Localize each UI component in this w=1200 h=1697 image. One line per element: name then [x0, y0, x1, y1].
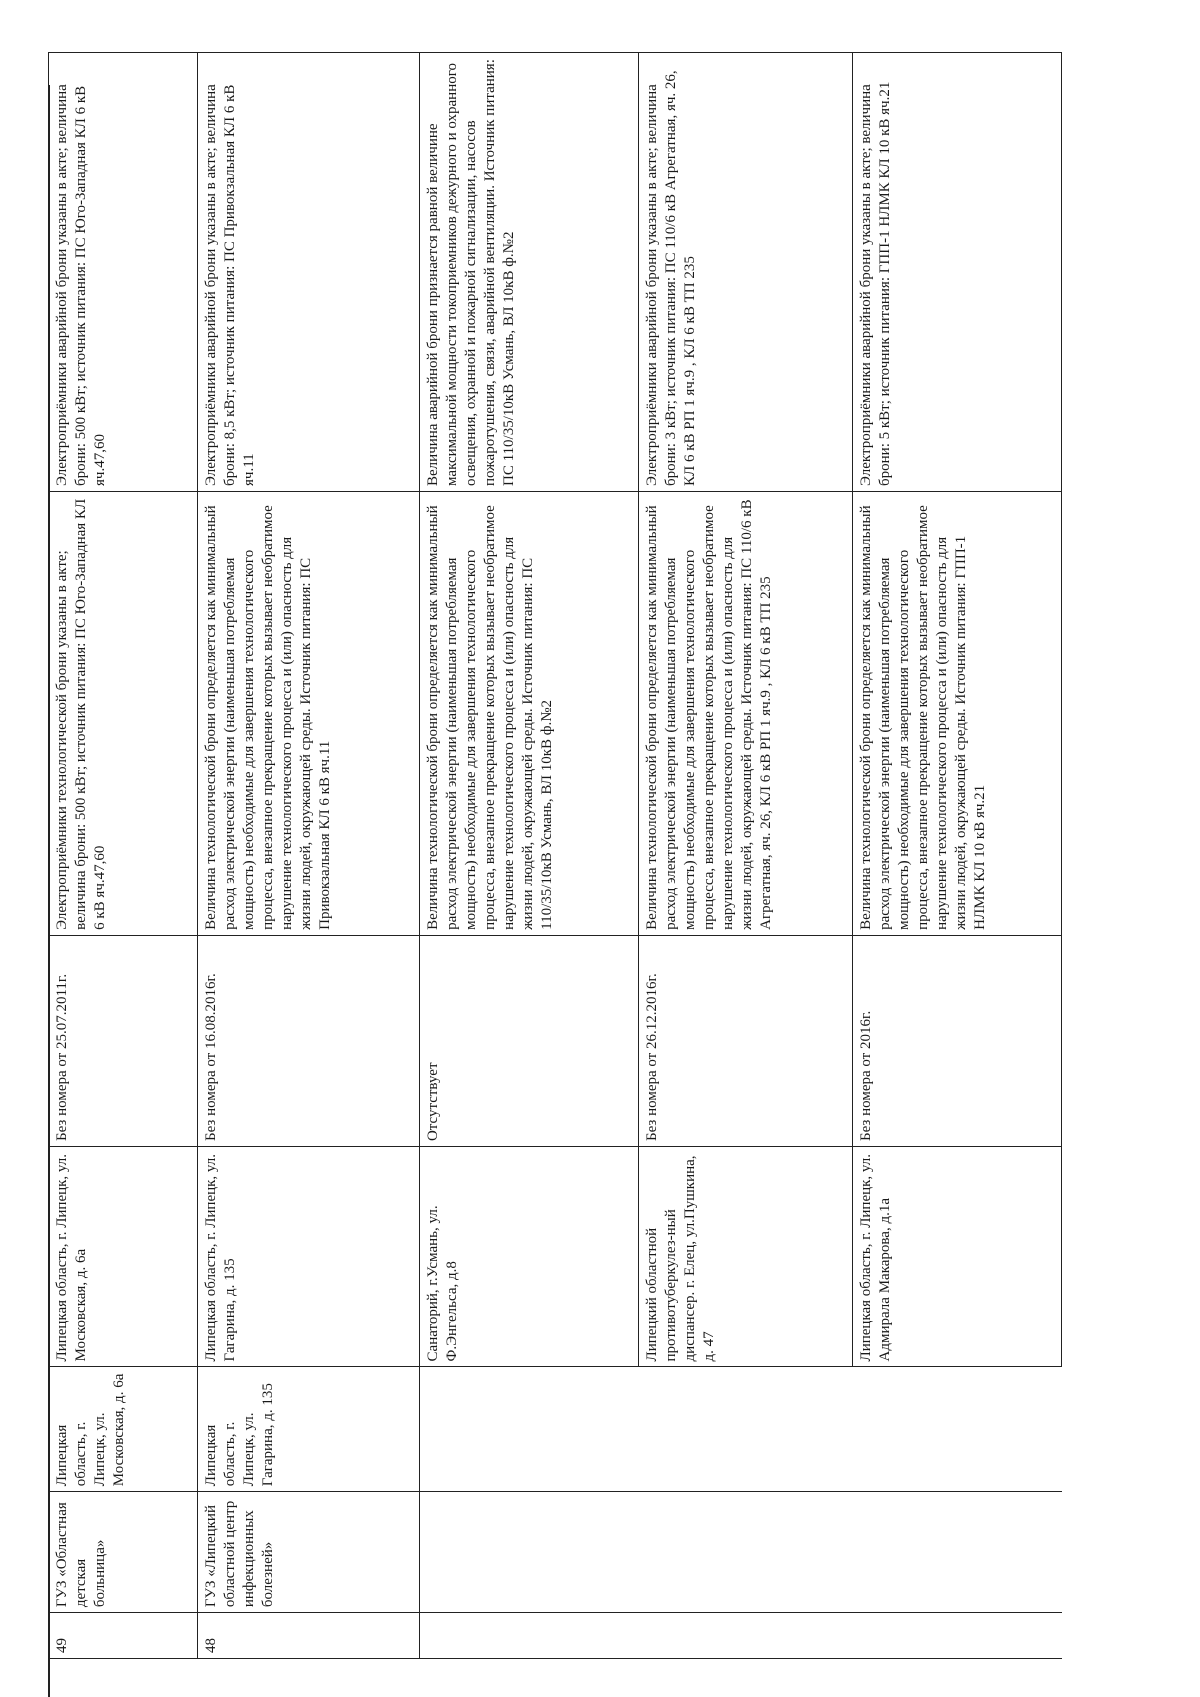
- cell-act: Без номера от 2016г.: [853, 935, 1062, 1146]
- cell-address: Липецкая область, г. Липецк, ул. Московская, д. 6а: [49, 1367, 198, 1492]
- table-row: [853, 53, 1062, 1659]
- cell-technological-reserve: Величина технологической брони определяется как минимальный расход электрической энергии (наименьшая потребляемая мощность) необходимые для завершения технологического процесса, внезапное прекращение которых вызывает необратимое нарушение технологического процесса и (или) опасность для жизни людей, окружающей среды. Источник питания: ГПП-1 НЛМК КЛ 10 кВ яч.21: [853, 491, 1062, 935]
- cell-object: Липецкая область, г. Липецк, ул. Гагарина, д. 135: [198, 1147, 420, 1367]
- cell-act: Без номера от 25.07.2011г.: [49, 935, 198, 1146]
- cell-object: Санаторий, г.Усмань, ул. Ф.Энгельса, д.8: [420, 1147, 639, 1367]
- cell-address: [853, 1367, 1062, 1492]
- cell-organization: ГУЗ «Областная детская больница»: [49, 1492, 198, 1613]
- cell-num: 48: [198, 1613, 420, 1659]
- cell-organization: [420, 1492, 639, 1613]
- cell-num: [420, 1613, 639, 1659]
- cell-emergency-reserve: Электроприёмники аварийной брони указаны в акте; величина брони: 8,5 кВт; источник питания: ПС Привокзальная КЛ 6 кВ яч.11: [198, 53, 420, 492]
- cell-technological-reserve: Величина технологической брони определяется как минимальный расход электрической энергии (наименьшая потребляемая мощность) необходимые для завершения технологического процесса, внезапное прекращение которых вызывает необратимое нарушение технологического процесса и (или) опасность для жизни людей, окружающей среды. Источник питания: ПС Привокзальная КЛ 6 кВ яч.11: [198, 491, 420, 935]
- table-row: [639, 53, 853, 1659]
- cell-emergency-reserve: Электроприёмники аварийной брони указаны в акте; величина брони: 500 кВт; источник питания: ПС Юго-Западная КЛ 6 кВ яч.47,60: [49, 53, 198, 492]
- cell-act: Без номера от 16.08.2016г.: [198, 935, 420, 1146]
- cell-num: [853, 1613, 1062, 1659]
- cell-address: Липецкая область, г. Липецк, ул. Гагарина, д. 135: [198, 1367, 420, 1492]
- rotated-page: [48, 52, 1200, 1697]
- table-row: [420, 53, 639, 1659]
- cell-technological-reserve: Величина технологической брони определяется как минимальный расход электрической энергии (наименьшая потребляемая мощность) необходимые для завершения технологического процесса, внезапное прекращение которых вызывает необратимое нарушение технологического процесса и (или) опасность для жизни людей, окружающей среды. Источник питания: ПС 110/35/10кВ Усмань, ВЛ 10кВ ф.№2: [420, 491, 639, 935]
- cell-object: Липецкий областной противотуберкулез-ный диспансер. г. Елец, ул.Пушкина, д. 47: [639, 1147, 853, 1367]
- cell-organization: [639, 1492, 853, 1613]
- cell-technological-reserve: Электроприёмники технологической брони указаны в акте; величина брони: 500 кВт; источник питания: ПС Юго-Западная КЛ 6 кВ яч.47,60: [49, 491, 198, 935]
- cell-object: Липецкая область, г. Липецк, ул. Адмирала Макарова, д.1а: [853, 1147, 1062, 1367]
- cell-act: Без номера от 26.12.2016г.: [639, 935, 853, 1146]
- cell-act: Отсутствует: [420, 935, 639, 1146]
- reservation-table: [48, 52, 1062, 1659]
- cell-num: 49: [49, 1613, 198, 1659]
- cell-address: [420, 1367, 639, 1492]
- cell-emergency-reserve: Электроприёмники аварийной брони указаны в акте; величина брони: 5 кВт; источник питания: ГПП-1 НЛМК КЛ 10 кВ яч.21: [853, 53, 1062, 492]
- table-row: [198, 53, 420, 1659]
- cell-address: [639, 1367, 853, 1492]
- cell-organization: [853, 1492, 1062, 1613]
- cell-object: Липецкая область, г. Липецк, ул. Московская, д. 6а: [49, 1147, 198, 1367]
- cell-technological-reserve: Величина технологической брони определяется как минимальный расход электрической энергии (наименьшая потребляемая мощность) необходимые для завершения технологического процесса, внезапное прекращение которых вызывает необратимое нарушение технологического процесса и (или) опасность для жизни людей, окружающей среды. Источник питания: ПС 110/6 кВ Агрегатная, яч. 26, КЛ 6 кВ РП 1 яч.9 , КЛ 6 кВ ТП 235: [639, 491, 853, 935]
- cell-emergency-reserve: Электроприёмники аварийной брони указаны в акте; величина брони: 3 кВт; источник питания: ПС 110/6 кВ Агрегатная, яч. 26, КЛ 6 кВ РП 1 яч.9 , КЛ 6 кВ ТП 235: [639, 53, 853, 492]
- cell-num: [639, 1613, 853, 1659]
- table-row: [49, 53, 198, 1659]
- cell-organization: ГУЗ «Липецкий областной центр инфекционных болезней»: [198, 1492, 420, 1613]
- cell-emergency-reserve: Величина аварийной брони признается равной величине максимальной мощности токоприемников дежурного и охранного освещения, охранной и пожарной сигнализации, насосов пожаротушения, связи, аварийной вентиляции. Источник питания: ПС 110/35/10кВ Усмань, ВЛ 10кВ ф.№2: [420, 53, 639, 492]
